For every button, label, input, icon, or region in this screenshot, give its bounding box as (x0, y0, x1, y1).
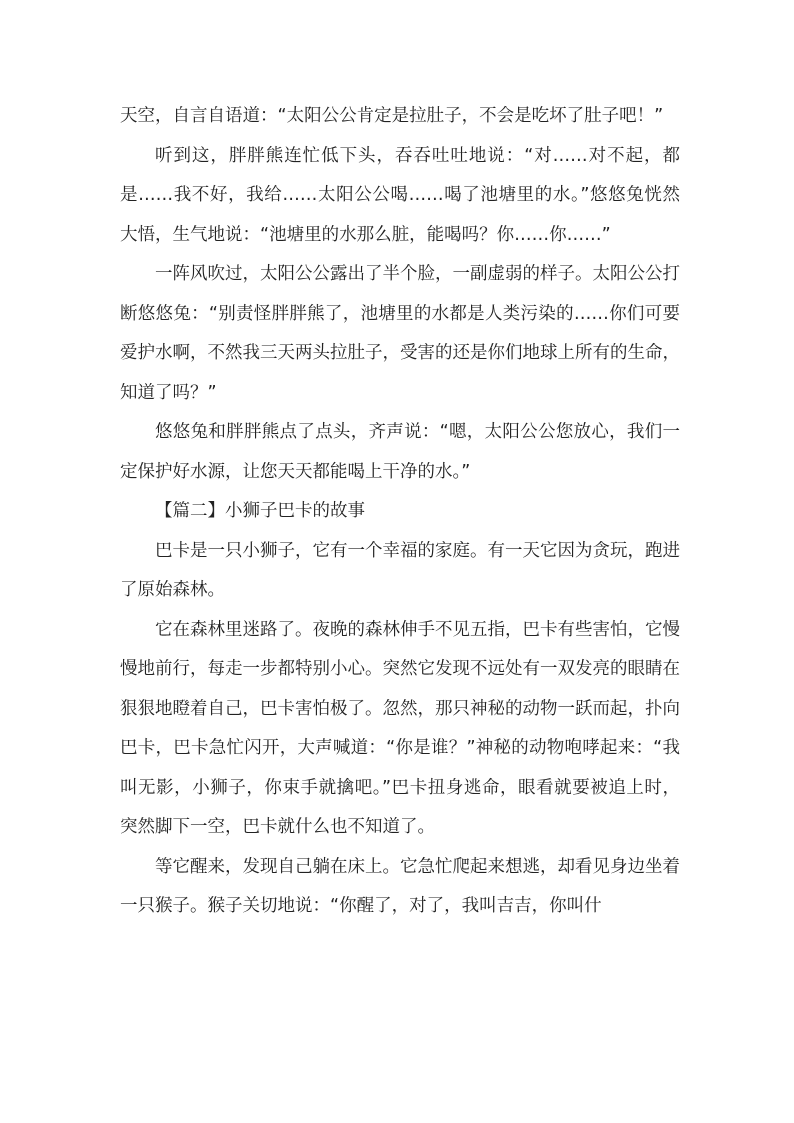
section-heading: 【篇二】小狮子巴卡的故事 (155, 501, 365, 521)
paragraph-bear-apology: 听到这，胖胖熊连忙低下头，吞吞吐吐地说：“对……对不起，都是……我不好，我给……太阳公公喝……喝了池塘里的水。”悠悠兔恍然大悟，生气地说：“池塘里的水那么脏，能喝吗？你……你……” (120, 145, 680, 245)
paragraph-continuation: 天空，自言自语道：“太阳公公肯定是拉肚子，不会是吃坏了肚子吧！” (120, 106, 664, 126)
paragraph-baka-intro: 巴卡是一只小狮子，它有一个幸福的家庭。有一天它因为贪玩，跑进了原始森林。 (120, 540, 680, 600)
paragraph-sun-speaks: 一阵风吹过，太阳公公露出了半个脸，一副虚弱的样子。太阳公公打断悠悠兔：“别责怪胖胖熊了，池塘里的水都是人类污染的……你们可要爱护水啊，不然我三天两头拉肚子，受害的还是你们地球上所有的生命，知道了吗？” (120, 264, 680, 403)
paragraph-promise: 悠悠兔和胖胖熊点了点头，齐声说：“嗯，太阳公公您放心，我们一定保护好水源，让您天天都能喝上干净的水。” (120, 422, 680, 482)
paragraph-baka-lost: 它在森林里迷路了。夜晚的森林伸手不见五指，巴卡有些害怕，它慢慢地前行，每走一步都特别小心。突然它发现不远处有一双发亮的眼睛在狠狠地瞪着自己，巴卡害怕极了。忽然，那只神秘的动物一跃而起，扑向巴卡，巴卡急忙闪开，大声喊道：“你是谁？”神秘的动物咆哮起来：“我叫无影，小狮子，你束手就擒吧。”巴卡扭身逃命，眼看就要被追上时，突然脚下一空，巴卡就什么也不知道了。 (120, 619, 680, 837)
paragraph-baka-wakes: 等它醒来，发现自己躺在床上。它急忙爬起来想逃，却看见身边坐着一只猴子。猴子关切地说：“你醒了，对了，我叫吉吉，你叫什 (120, 856, 680, 916)
document-page (120, 97, 680, 927)
